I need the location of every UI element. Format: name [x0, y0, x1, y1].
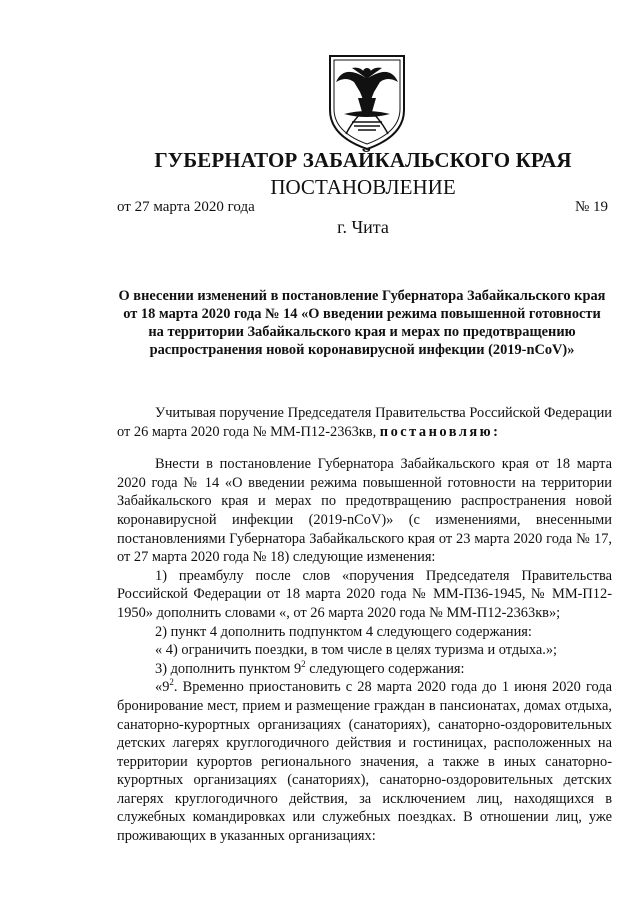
- document-date: от 27 марта 2020 года: [117, 199, 255, 215]
- preamble-text: Учитывая поручение Председателя Правительства Российской Федерации от 26 марта 2020 года № ММ-П12-2363кв,: [117, 405, 612, 440]
- amendment-item-2: 2) пункт 4 дополнить подпунктом 4 следующего содержания:: [155, 623, 532, 640]
- amendment-item-2-text: « 4) ограничить поездки, в том числе в целях туризма и отдыха.»;: [155, 642, 558, 659]
- document-heading: О внесении изменений в постановление Губернатора Забайкальского края от 18 марта 2020 года № 14 «О введении режима повышенной готовности на территории Забайкальского края и мерах по предотвращению распространения новой коронавирусной инфекции (2019-nCoV)»: [118, 288, 606, 358]
- amendment-intro-paragraph: Внести в постановление Губернатора Забайкальского края от 18 марта 2020 года № 14 «О введении режима повышенной готовности на территории Забайкальского края и мерах по предотвращению распространения новой коронавирусной инфекции (2019-nCoV)» (с изменениями, внесенными постановлениями Губернатора Забайкальского края от 23 марта 2020 года № 17, от 27 марта 2020 года № 18) следующие изменения:: [117, 456, 612, 566]
- document-city: г. Чита: [337, 217, 389, 237]
- amendment-item-1: 1) преамбулу после слов «поручения Председателя Правительства Российской Федерации от 18 марта 2020 года № ММ-П36-1945, № ММ-П12-1950» дополнить словами «, от 26 марта 2020 года № ММ-П12-2363кв»;: [117, 567, 612, 621]
- document-type: ПОСТАНОВЛЕНИЕ: [270, 175, 456, 199]
- amendment-item-3: 3) дополнить пунктом $9^2$ следующего содержания:: [155, 658, 465, 677]
- amendment-item-3-text: «$9^2$. Временно приостановить с 28 марта 2020 года до 1 июня 2020 года бронирование мест, прием и размещение граждан в пансионатах, домах отдыха, санаторно-курортных организациях (санаториях), санаторно-оздоровительных детских лагерях круглогодичного действия и гостиницах, расположенных на территории курортов регионального значения, а также в иных санаторно-курортных организациях (санаториях), санаторно-оздоровительных детских лагерях круглогодичного действия, за исключением лиц, находящихся в служебных командировках или служебных поездках. В отношении лиц, уже проживающих в указанных организациях:: [117, 677, 612, 845]
- preamble-paragraph: [117, 404, 612, 441]
- document-body: [117, 404, 612, 846]
- decree-word: постановляю:: [379, 423, 501, 440]
- coat-of-arms-icon: [322, 52, 412, 152]
- document-number: № 19: [574, 199, 608, 215]
- issuing-authority: ГУБЕРНАТОР ЗАБАЙКАЛЬСКОГО КРАЯ: [154, 148, 572, 172]
